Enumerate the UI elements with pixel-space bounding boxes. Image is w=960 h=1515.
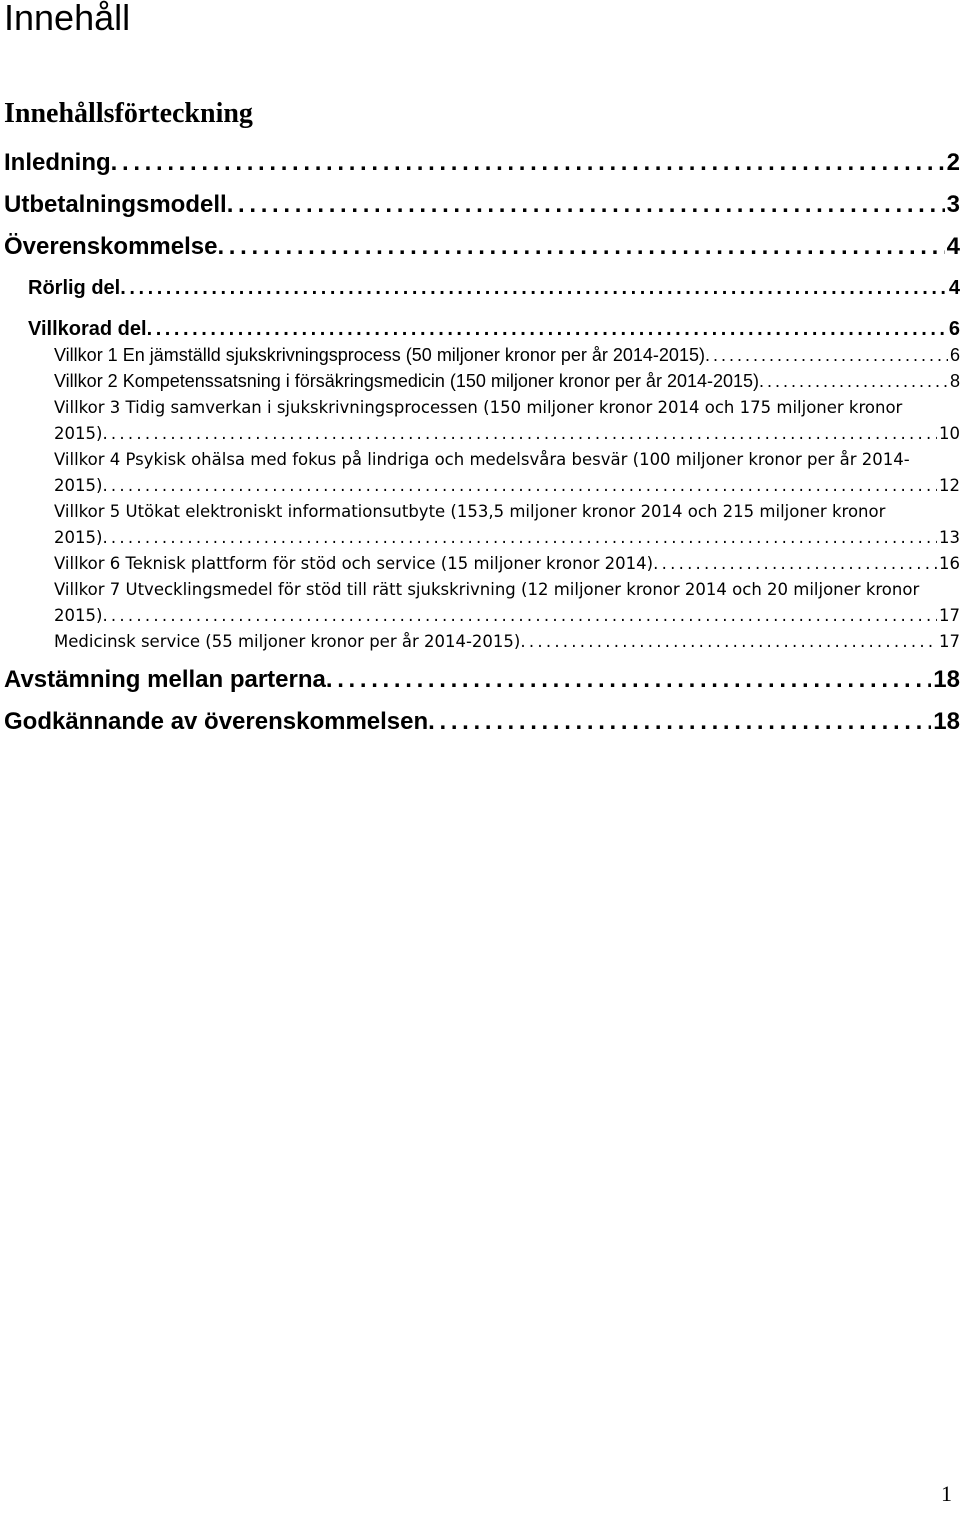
toc-entry-page: 17 [939,632,960,651]
toc-entry-page: 2 [946,149,960,176]
toc-leader-dots [120,275,947,301]
toc-entry-text: Villkor 7 Utvecklingsmedel för stöd till rätt sjukskrivning (12 miljoner kronor 2014 och 20 miljoner kronor [54,580,920,599]
toc-entry-text: Utbetalningsmodell [4,191,227,218]
toc-entry-godkannande[interactable] [4,707,960,737]
toc-entry-text: Villkorad del [28,318,147,340]
toc-entry-page: 4 [948,277,960,299]
toc-entry-text: Villkor 6 Teknisk plattform för stöd och service (15 miljoner kronor 2014) [54,554,654,573]
toc-entry-overenskommelse[interactable] [4,232,960,262]
toc-title: Innehållsförteckning [4,98,253,129]
toc-leader-dots [227,190,945,220]
toc-entry-utbetalningsmodell[interactable] [4,190,960,220]
toc-entry-page: 3 [946,191,960,218]
toc-entry-page: 18 [933,666,960,693]
toc-entry-page: 8 [949,371,960,391]
toc-leader-dots [653,551,937,577]
toc-entry-page: 17 [939,606,960,625]
toc-entry-page: 6 [949,345,960,365]
toc-entry-text: Inledning [4,149,111,176]
toc-entry-page: 10 [939,424,960,443]
toc-leader-dots [520,629,937,655]
toc-entry-villkor-6[interactable] [54,551,960,577]
toc-entry-text: Medicinsk service (55 miljoner kronor per år 2014-2015) [54,632,521,651]
toc-leader-dots [759,368,948,394]
toc-leader-dots [111,148,945,178]
toc-entry-villkor-5[interactable] [54,499,960,551]
toc-entry-medicinsk-service[interactable] [54,629,960,655]
toc-entry-page: 6 [948,318,960,340]
toc-entry-villkor-1[interactable] [54,342,960,368]
toc-entry-text-continued: 2015) [54,424,103,443]
toc-entry-text-continued: 2015) [54,528,103,547]
toc-entry-text: Villkor 3 Tidig samverkan i sjukskrivningsprocessen (150 miljoner kronor 2014 och 175 miljoner kronor [54,398,903,417]
toc-entry-text: Överenskommelse [4,233,218,260]
toc-entry-page: 16 [939,554,960,573]
toc-entry-villkor-2[interactable] [54,368,960,394]
toc-entry-villkor-4[interactable] [54,447,960,499]
page-heading: Innehåll [4,0,131,38]
toc-entry-rorlig-del[interactable] [28,275,960,301]
toc-leader-dots [102,421,937,447]
toc-entry-page: 18 [933,708,960,735]
toc-entry-villkor-7[interactable] [54,577,960,629]
toc-leader-dots [705,342,948,368]
toc-entry-text: Rörlig del [28,277,121,299]
toc-leader-dots [326,665,931,695]
toc-leader-dots [428,707,931,737]
toc-entry-page: 12 [939,476,960,495]
toc-entry-page: 4 [946,233,960,260]
toc-entry-text: Villkor 4 Psykisk ohälsa med fokus på lindriga och medelsvåra besvär (100 miljoner kronor per år 2014- [54,450,910,469]
toc-entry-text: Godkännande av överenskommelsen [4,708,429,735]
toc-entry-villkorad-del[interactable] [28,316,960,342]
toc-entry-page: 13 [939,528,960,547]
toc-leader-dots [147,316,947,342]
toc-leader-dots [102,525,937,551]
toc-entry-text: Avstämning mellan parterna [4,666,326,693]
page-number: 1 [941,1481,952,1506]
toc-entry-inledning[interactable] [4,148,960,178]
toc-entry-text: Villkor 1 En jämställd sjukskrivningsprocess (50 miljoner kronor per år 2014-2015) [54,345,705,365]
toc-entry-text-continued: 2015) [54,606,103,625]
toc-entry-text-continued: 2015) [54,476,103,495]
toc-leader-dots [217,232,944,262]
toc-leader-dots [102,603,937,629]
toc-entry-avstamning[interactable] [4,665,960,695]
toc-entry-villkor-3[interactable] [54,395,960,447]
toc-leader-dots [102,473,937,499]
toc-entry-text: Villkor 2 Kompetenssatsning i försäkringsmedicin (150 miljoner kronor per år 2014-2015) [54,371,760,391]
toc-entry-text: Villkor 5 Utökat elektroniskt informationsutbyte (153,5 miljoner kronor 2014 och 215 miljoner kronor [54,502,886,521]
